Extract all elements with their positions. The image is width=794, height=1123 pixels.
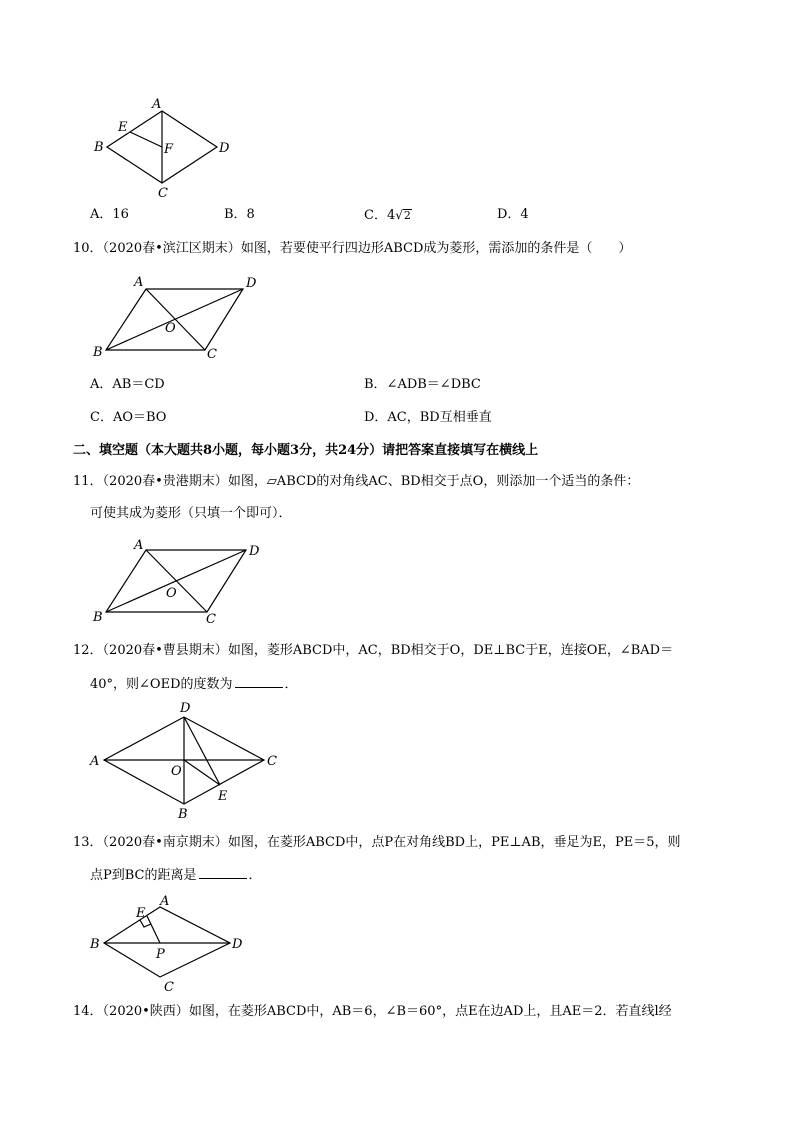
q10-label-b: B bbox=[93, 345, 103, 360]
sqrt-icon: √ bbox=[395, 208, 403, 222]
q9-label-f: F bbox=[164, 142, 174, 157]
q12-label-d: D bbox=[180, 701, 191, 716]
q10-option-c[interactable]: C．AO＝BO bbox=[90, 410, 167, 425]
q12-label-c: C bbox=[267, 754, 277, 769]
q12-label-e: E bbox=[218, 789, 228, 804]
q13-text: 如图，在菱形ABCD中，点P在对角线BD上，PE⊥AB，垂足为E，PE＝5，则 bbox=[227, 835, 681, 850]
q13-source: （2020春•南京期末） bbox=[102, 835, 228, 850]
q11-label-d: D bbox=[249, 544, 260, 559]
q13-label-d: D bbox=[232, 937, 243, 952]
q9-option-a[interactable]: A．16 bbox=[90, 207, 129, 222]
q9-label-c: C bbox=[158, 186, 168, 201]
q14-number: 14． bbox=[73, 1004, 103, 1019]
q11-label-o: O bbox=[166, 586, 177, 601]
section-heading: 二、填空题（本大题共8小题，每小题3分，共24分）请把答案直接填写在横线上 bbox=[73, 443, 539, 458]
q10-label-c: C bbox=[207, 347, 217, 362]
q11-number: 11． bbox=[73, 474, 103, 489]
q9-label-b: B bbox=[94, 140, 104, 155]
q12-line2-end: ． bbox=[284, 677, 298, 692]
q11-source: （2020春•贵港期末） bbox=[102, 474, 228, 489]
q13-label-c: C bbox=[164, 980, 174, 995]
q14-line1 bbox=[73, 1003, 672, 1021]
q13-label-a: A bbox=[160, 894, 170, 909]
q13-label-b: B bbox=[90, 937, 100, 952]
q12-source: （2020春•曹县期末） bbox=[102, 643, 228, 658]
q14-text: 如图，在菱形ABCD中，AB＝6，∠B＝60°，点E在边AD上，且AE＝2．若直线l经 bbox=[188, 1004, 672, 1019]
q11-label-c: C bbox=[206, 612, 216, 627]
q10-text: 如图，若要使平行四边形ABCD成为菱形，需添加的条件是（ ） bbox=[240, 241, 632, 256]
q13-line2-end: ． bbox=[248, 868, 262, 883]
q9-label-e: E bbox=[118, 120, 128, 135]
q13-line2-text: 点P到BC的距离是 bbox=[90, 868, 197, 883]
q10-source: （2020春•滨江区期末） bbox=[102, 241, 241, 256]
q12-text: 如图，菱形ABCD中，AC，BD相交于O，DE⊥BC于E，连接OE，∠BAD＝ bbox=[227, 643, 674, 658]
q10-label-a: A bbox=[134, 275, 144, 290]
q13-number: 13． bbox=[73, 835, 103, 850]
q9-option-c-radicand: 2 bbox=[403, 209, 411, 222]
q9-option-b[interactable]: B．8 bbox=[224, 207, 255, 222]
q13-label-e: E bbox=[136, 906, 146, 921]
q11-line2: 可使其成为菱形（只填一个即可）． bbox=[90, 506, 292, 521]
q10-option-d[interactable]: D．AC，BD互相垂直 bbox=[364, 410, 492, 425]
q10-option-b[interactable]: B．∠ADB＝∠DBC bbox=[364, 377, 481, 392]
q12-label-b: B bbox=[178, 807, 188, 822]
q11-label-b: B bbox=[93, 610, 103, 625]
q10-option-a[interactable]: A．AB＝CD bbox=[90, 377, 165, 392]
q9-option-d[interactable]: D．4 bbox=[497, 207, 529, 222]
q12-label-o: O bbox=[171, 764, 182, 779]
q12-label-a: A bbox=[90, 754, 100, 769]
q12-line2-text: 40°，则∠OED的度数为 bbox=[90, 677, 233, 692]
q9-option-c-prefix: C．4 bbox=[364, 208, 396, 223]
q9-label-d: D bbox=[219, 141, 230, 156]
q11-label-a: A bbox=[134, 538, 144, 553]
q14-source: （2020•陕西） bbox=[102, 1004, 189, 1019]
q13-label-p: P bbox=[156, 947, 165, 962]
q12-number: 12． bbox=[73, 643, 103, 658]
q9-label-a: A bbox=[152, 97, 162, 112]
q10-number: 10． bbox=[73, 241, 103, 256]
q10-label-d: D bbox=[246, 276, 257, 291]
q11-text: 如图，▱ABCD的对角线AC、BD相交于点O，则添加一个适当的条件： bbox=[227, 474, 640, 489]
q10-label-o: O bbox=[165, 321, 176, 336]
